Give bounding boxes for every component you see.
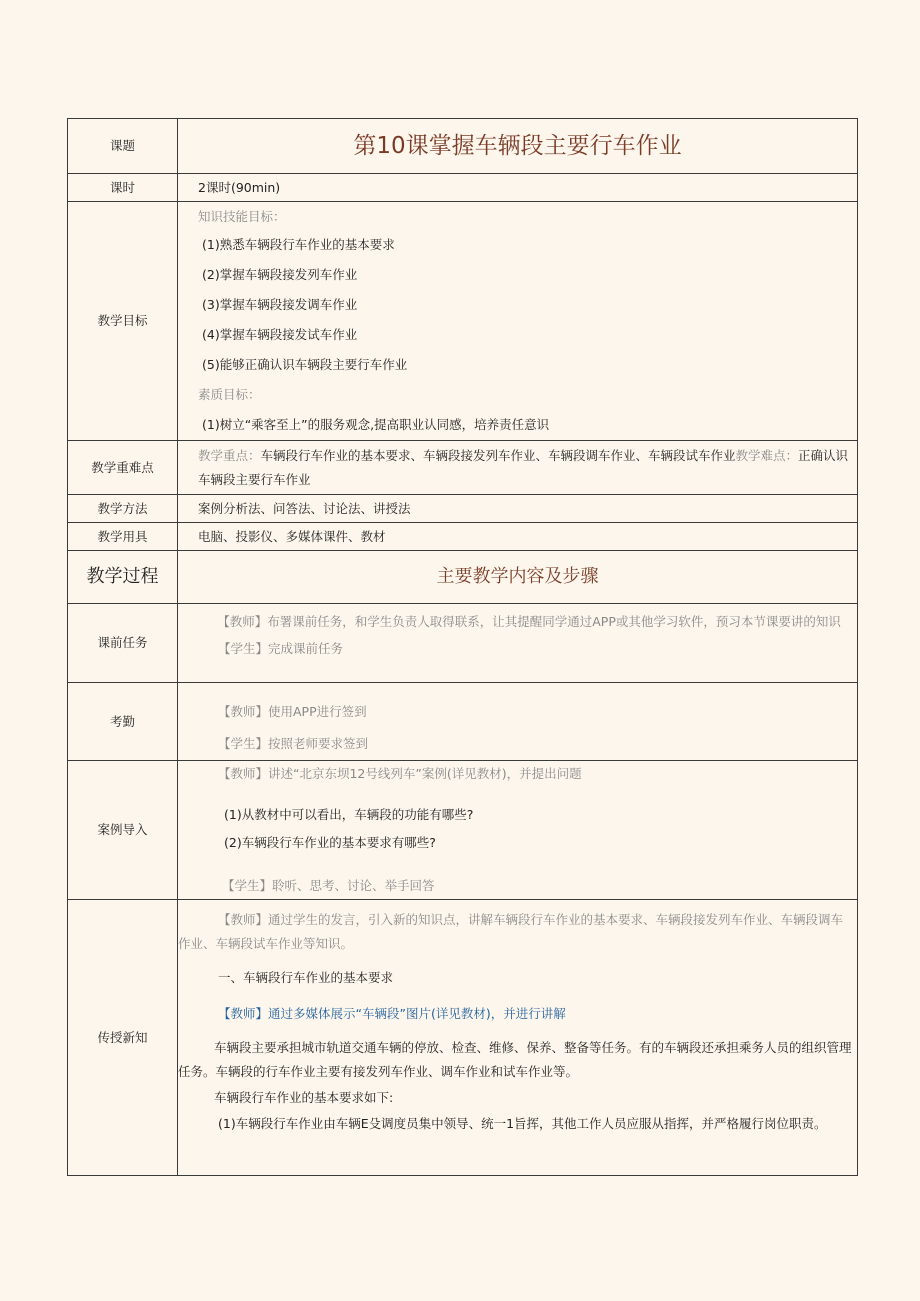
quality-heading: 素质目标： — [198, 387, 261, 402]
case-intro-teacher: 【教师】讲述“北京东坝12号线列车”案例(详见教材)，并提出问题 — [218, 766, 582, 781]
knowledge-heading: 知识技能目标： — [198, 209, 286, 224]
new-knowledge-content — [178, 900, 858, 1176]
case-intro-label: 案例导入 — [68, 761, 178, 900]
attendance-teacher: 【教师】使用APP进行签到 — [218, 704, 367, 719]
knowledge-item: (3)掌握车辆段接发调车作业 — [202, 297, 358, 312]
quality-item: (1)树立“乘客至上”的服务观念,提高职业认同感，培养责任意识 — [202, 417, 550, 432]
page-title: 第10课掌握车辆段主要行车作业 — [178, 119, 858, 174]
paragraph: 车辆段行车作业的基本要求如下: — [214, 1090, 394, 1105]
pre-class-label: 课前任务 — [68, 604, 178, 683]
paragraph: (1)车辆段行车作业由车辆E殳调度员集中领导、统一1旨挥，其他工作人员应服从指挥，并严格履行岗位职责。 — [218, 1116, 827, 1131]
section-heading: 一、车辆段行车作业的基本要求 — [218, 970, 394, 985]
knowledge-item: (4)掌握车辆段接发试车作业 — [202, 327, 358, 342]
hours-value: 2课时(90min) — [178, 174, 858, 202]
process-label: 教学过程 — [68, 551, 178, 604]
difficult-point-text: 正确认识车辆段主要行车作业 — [198, 448, 849, 487]
key-points-label: 教学重难点 — [68, 441, 178, 495]
methods-text: 案例分析法、问答法、讨论法、讲授法 — [178, 495, 858, 523]
case-question: (1)从教材中可以看出，车辆段的功能有哪些? — [224, 807, 474, 822]
case-question: (2)车辆段行车作业的基本要求有哪些? — [224, 835, 436, 850]
case-intro-content — [178, 761, 858, 900]
pre-class-teacher: 【教师】布署课前任务，和学生负责人取得联系，让其提醒同学通过APP或其他学习软件，预习本节课要讲的知识 — [217, 614, 841, 629]
key-point-label: 教学重点： — [198, 448, 261, 463]
methods-label: 教学方法 — [68, 495, 178, 523]
process-header: 主要教学内容及步骤 — [178, 551, 858, 604]
new-knowledge-teacher-show: 【教师】通过多媒体展示“车辆段”图片(详见教材)，并进行讲解 — [218, 1006, 566, 1021]
tools-label: 教学用具 — [68, 523, 178, 551]
knowledge-item: (5)能够正确认识车辆段主要行车作业 — [202, 357, 408, 372]
paragraph: 车辆段主要承担城市轨道交通车辆的停放、检查、维修、保养、整备等任务。有的车辆段还承担乘务人员的组织管理任务。车辆段的行车作业主要有接发列车作业、调车作业和试车作业等。 — [178, 1040, 852, 1079]
attendance-content — [178, 683, 858, 761]
attendance-student: 【学生】按照老师要求签到 — [218, 736, 369, 751]
new-knowledge-label: 传授新知 — [68, 900, 178, 1176]
objectives-content — [178, 202, 858, 441]
case-intro-student: 【学生】聆听、思考、讨论、举手回答 — [222, 878, 435, 893]
knowledge-item: (2)掌握车辆段接发列车作业 — [202, 267, 358, 282]
hours-label: 课时 — [68, 174, 178, 202]
difficult-point-label: 教学难点： — [735, 448, 799, 463]
knowledge-item: (1)熟悉车辆段行车作业的基本要求 — [202, 237, 395, 252]
lesson-plan-table — [67, 118, 858, 1176]
pre-class-content — [178, 604, 858, 683]
attendance-label: 考勤 — [68, 683, 178, 761]
new-knowledge-teacher-intro: 【教师】通过学生的发言，引入新的知识点，讲解车辆段行车作业的基本要求、车辆段接发列车作业、车辆段调车作业、车辆段试车作业等知识。 — [178, 912, 844, 951]
topic-label: 课题 — [68, 119, 178, 174]
key-points-content — [178, 441, 858, 495]
tools-text: 电脑、投影仪、多媒体课件、教材 — [178, 523, 858, 551]
key-point-text: 车辆段行车作业的基本要求、车辆段接发列车作业、车辆段调车作业、车辆段试车作业 — [260, 448, 736, 463]
pre-class-student: 【学生】完成课前任务 — [218, 641, 344, 656]
objectives-label: 教学目标 — [68, 202, 178, 441]
